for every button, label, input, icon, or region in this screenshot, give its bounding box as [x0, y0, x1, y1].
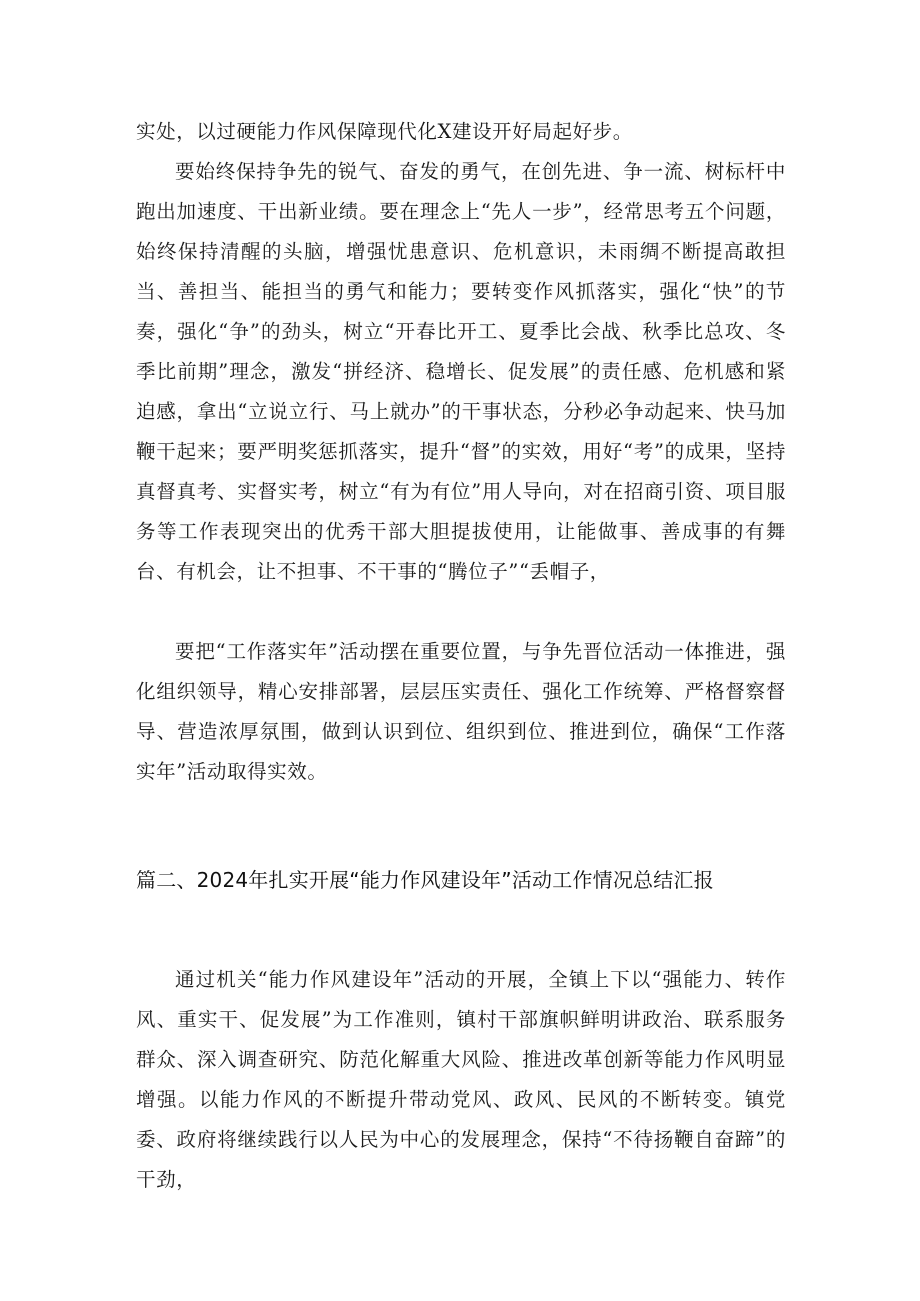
paragraph-strive-first: 要始终保持争先的锐气、奋发的勇气，在创先进、争一流、树标杆中跑出加速度、干出新业绩。要在理念上“先人一步”，经常思考五个问题，始终保持清醒的头脑，增强忧患意识、危机意识，未雨绸不断提高敢担当、善担当、能担当的勇气和能力；要转变作风抓落实，强化“快”的节奏，强化“争”的劲头，树立“开春比开工、夏季比会战、秋季比总攻、冬季比前期”理念，激发“拼经济、稳增长、促发展”的责任感、危机感和紧迫感，拿出“立说立行、马上就办”的干事状态，分秒必争动起来、快马加鞭干起来；要严明奖惩抓落实，提升“督”的实效，用好“考”的成果，坚持真督真考、实督实考，树立“有为有位”用人导向，对在招商引资、项目服务等工作表现突出的优秀干部大胆提拔使用，让能做事、善成事的有舞台、有机会，让不担事、不干事的“腾位子”“丢帽子，	[136, 160, 786, 583]
paragraph-continuation: 实处，以过硬能力作风保障现代化X建设开好局起好步。	[136, 120, 633, 143]
section-heading: 篇二、2024年扎实开展“能力作风建设年”活动工作情况总结汇报	[136, 868, 714, 892]
paragraph-summary-report: 通过机关“能力作风建设年”活动的开展，全镇上下以“强能力、转作风、重实干、促发展”为工作准则，镇村干部旗帜鲜明讲政治、联系服务群众、深入调查研究、防范化解重大风险、推进改革创新等能力作风明显增强。以能力作风的不断提升带动党风、政风、民风的不断转变。镇党委、政府将继续践行以人民为中心的发展理念，保持“不待扬鞭自奋蹄”的干劲，	[136, 968, 786, 1191]
paragraph-work-implementation-year: 要把“工作落实年”活动摆在重要位置，与争先晋位活动一体推进，强化组织领导，精心安排部署，层层压实责任、强化工作统筹、严格督察督导、营造浓厚氛围，做到认识到位、组织到位、推进到位，确保“工作落实年”活动取得实效。	[136, 640, 786, 783]
